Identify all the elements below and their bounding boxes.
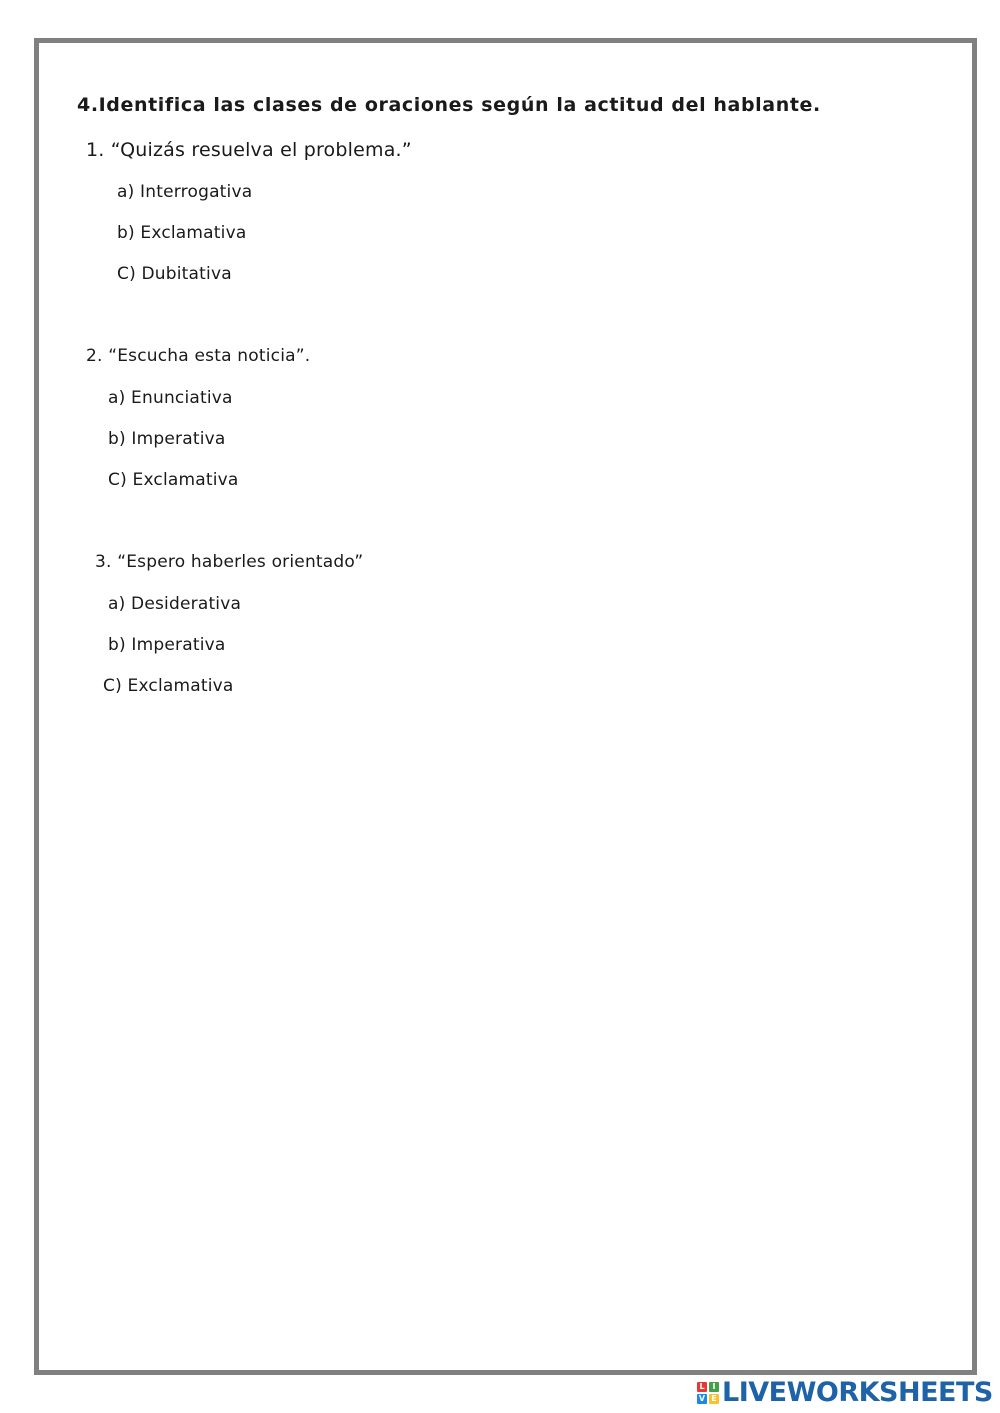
- question-2-prompt: 2. “Escucha esta noticia”.: [86, 346, 311, 366]
- question-1-option-b[interactable]: b) Exclamativa: [117, 223, 247, 243]
- question-1-option-c[interactable]: C) Dubitativa: [117, 264, 232, 284]
- liveworksheets-logo: [697, 1378, 993, 1408]
- logo-square-e: E: [709, 1394, 719, 1404]
- question-2-option-b[interactable]: b) Imperativa: [108, 429, 226, 449]
- question-2-option-c[interactable]: C) Exclamativa: [108, 470, 239, 490]
- logo-square-l: L: [697, 1382, 707, 1392]
- question-3-option-a[interactable]: a) Desiderativa: [108, 594, 242, 614]
- question-1-option-a[interactable]: a) Interrogativa: [117, 182, 253, 202]
- logo-text: LIVEWORKSHEETS: [722, 1377, 993, 1408]
- question-3-option-b[interactable]: b) Imperativa: [108, 635, 226, 655]
- question-3-prompt: 3. “Espero haberles orientado”: [95, 552, 364, 572]
- question-2-option-a[interactable]: a) Enunciativa: [108, 388, 233, 408]
- question-3-option-c[interactable]: C) Exclamativa: [103, 676, 234, 696]
- logo-square-i: I: [709, 1382, 719, 1392]
- logo-square-v: V: [698, 1394, 706, 1403]
- logo-squares-icon: [697, 1382, 719, 1404]
- exercise-title: 4.Identifica las clases de oraciones según la actitud del hablante.: [77, 94, 821, 116]
- question-1-prompt: 1. “Quizás resuelva el problema.”: [86, 139, 412, 161]
